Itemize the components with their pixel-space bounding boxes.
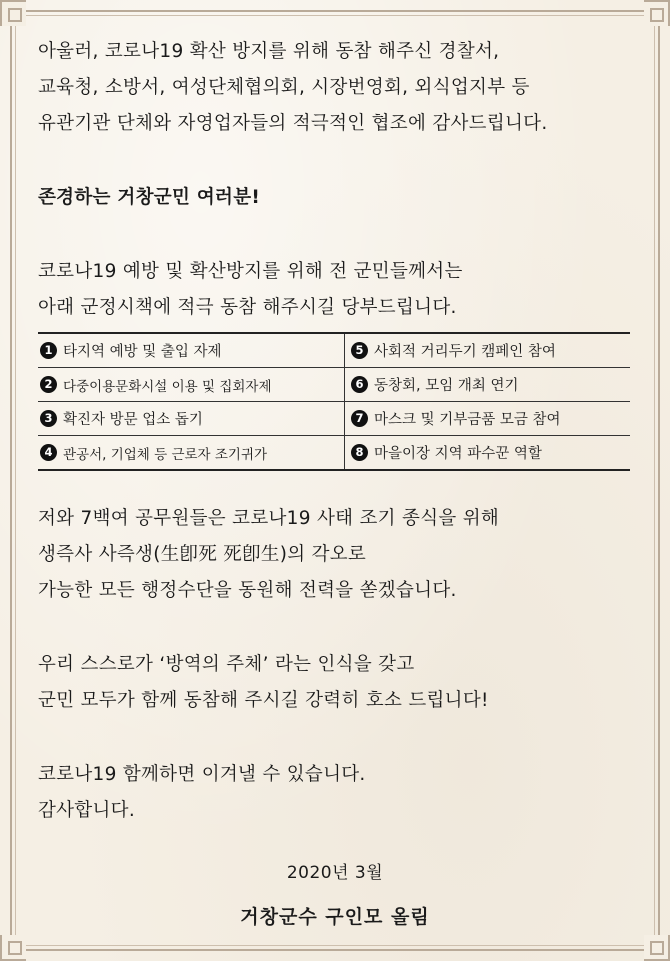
appeal-line-1: 우리 스스로가 ‘방역의 주체’ 라는 인식을 갖고 bbox=[38, 654, 415, 675]
measure-text: 마스크 및 기부금품 모금 참여 bbox=[374, 412, 561, 428]
corner-ornament-top-right bbox=[644, 0, 670, 26]
pledge-line-3: 가능한 모든 행정수단을 동원해 전력을 쏟겠습니다. bbox=[38, 580, 457, 601]
intro-paragraph bbox=[38, 34, 638, 142]
request-line-1: 코로나19 예방 및 확산방지를 위해 전 군민들께서는 bbox=[38, 261, 463, 282]
number-badge-icon: 1 bbox=[40, 342, 57, 359]
measures-table bbox=[38, 332, 630, 471]
measure-cell bbox=[345, 436, 631, 471]
table-row bbox=[38, 436, 630, 471]
table-row bbox=[38, 333, 630, 368]
measure-cell bbox=[345, 402, 631, 436]
pledge-paragraph bbox=[38, 501, 638, 609]
number-badge-icon: 5 bbox=[351, 342, 368, 359]
pledge-line-1: 저와 7백여 공무원들은 코로나19 사태 조기 종식을 위해 bbox=[38, 508, 500, 529]
table-row bbox=[38, 402, 630, 436]
number-badge-icon: 4 bbox=[40, 444, 57, 461]
letter-body bbox=[38, 34, 638, 829]
number-badge-icon: 3 bbox=[40, 410, 57, 427]
intro-line-3: 유관기관 단체와 자영업자들의 적극적인 협조에 감사드립니다. bbox=[38, 113, 548, 134]
request-line-2: 아래 군정시책에 적극 동참 해주시길 당부드립니다. bbox=[38, 297, 457, 318]
closing-paragraph bbox=[38, 757, 638, 829]
measure-cell bbox=[38, 402, 345, 436]
request-paragraph bbox=[38, 254, 638, 326]
measure-text: 마을이장 지역 파수꾼 역할 bbox=[374, 446, 542, 462]
intro-line-2: 교육청, 소방서, 여성단체협의회, 시장번영회, 외식업지부 등 bbox=[38, 77, 530, 98]
measure-cell bbox=[38, 436, 345, 471]
measure-text: 다중이용문화시설 이용 및 집회자제 bbox=[63, 378, 272, 395]
signature-line: 거창군수 구인모 올림 bbox=[240, 906, 430, 928]
measure-cell bbox=[38, 368, 345, 402]
measure-text: 동창회, 모임 개최 연기 bbox=[374, 378, 519, 394]
table-row bbox=[38, 368, 630, 402]
number-badge-icon: 7 bbox=[351, 410, 368, 427]
measure-text: 타지역 예방 및 출입 자제 bbox=[63, 344, 222, 360]
greeting: 존경하는 거창군민 여러분! bbox=[38, 187, 261, 208]
letter-date: 2020년 3월 bbox=[286, 863, 384, 883]
corner-ornament-top-left bbox=[0, 0, 26, 26]
appeal-paragraph bbox=[38, 647, 638, 719]
number-badge-icon: 8 bbox=[351, 444, 368, 461]
measure-cell bbox=[345, 333, 631, 368]
number-badge-icon: 6 bbox=[351, 376, 368, 393]
closing-line-2: 감사합니다. bbox=[38, 800, 136, 821]
number-badge-icon: 2 bbox=[40, 376, 57, 393]
measure-cell bbox=[345, 368, 631, 402]
pledge-line-2: 생즉사 사즉생(生卽死 死卽生)의 각오로 bbox=[38, 544, 367, 565]
measure-text: 확진자 방문 업소 돕기 bbox=[63, 412, 203, 428]
measure-cell bbox=[38, 333, 345, 368]
intro-line-1: 아울러, 코로나19 확산 방지를 위해 동참 해주신 경찰서, bbox=[38, 41, 500, 62]
closing-line-1: 코로나19 함께하면 이겨낼 수 있습니다. bbox=[38, 764, 366, 785]
appeal-line-2: 군민 모두가 함께 동참해 주시길 강력히 호소 드립니다! bbox=[38, 690, 489, 711]
measure-text: 관공서, 기업체 등 근로자 조기귀가 bbox=[63, 446, 268, 463]
corner-ornament-bottom-right bbox=[644, 935, 670, 961]
corner-ornament-bottom-left bbox=[0, 935, 26, 961]
measure-text: 사회적 거리두기 캠페인 참여 bbox=[374, 344, 556, 360]
